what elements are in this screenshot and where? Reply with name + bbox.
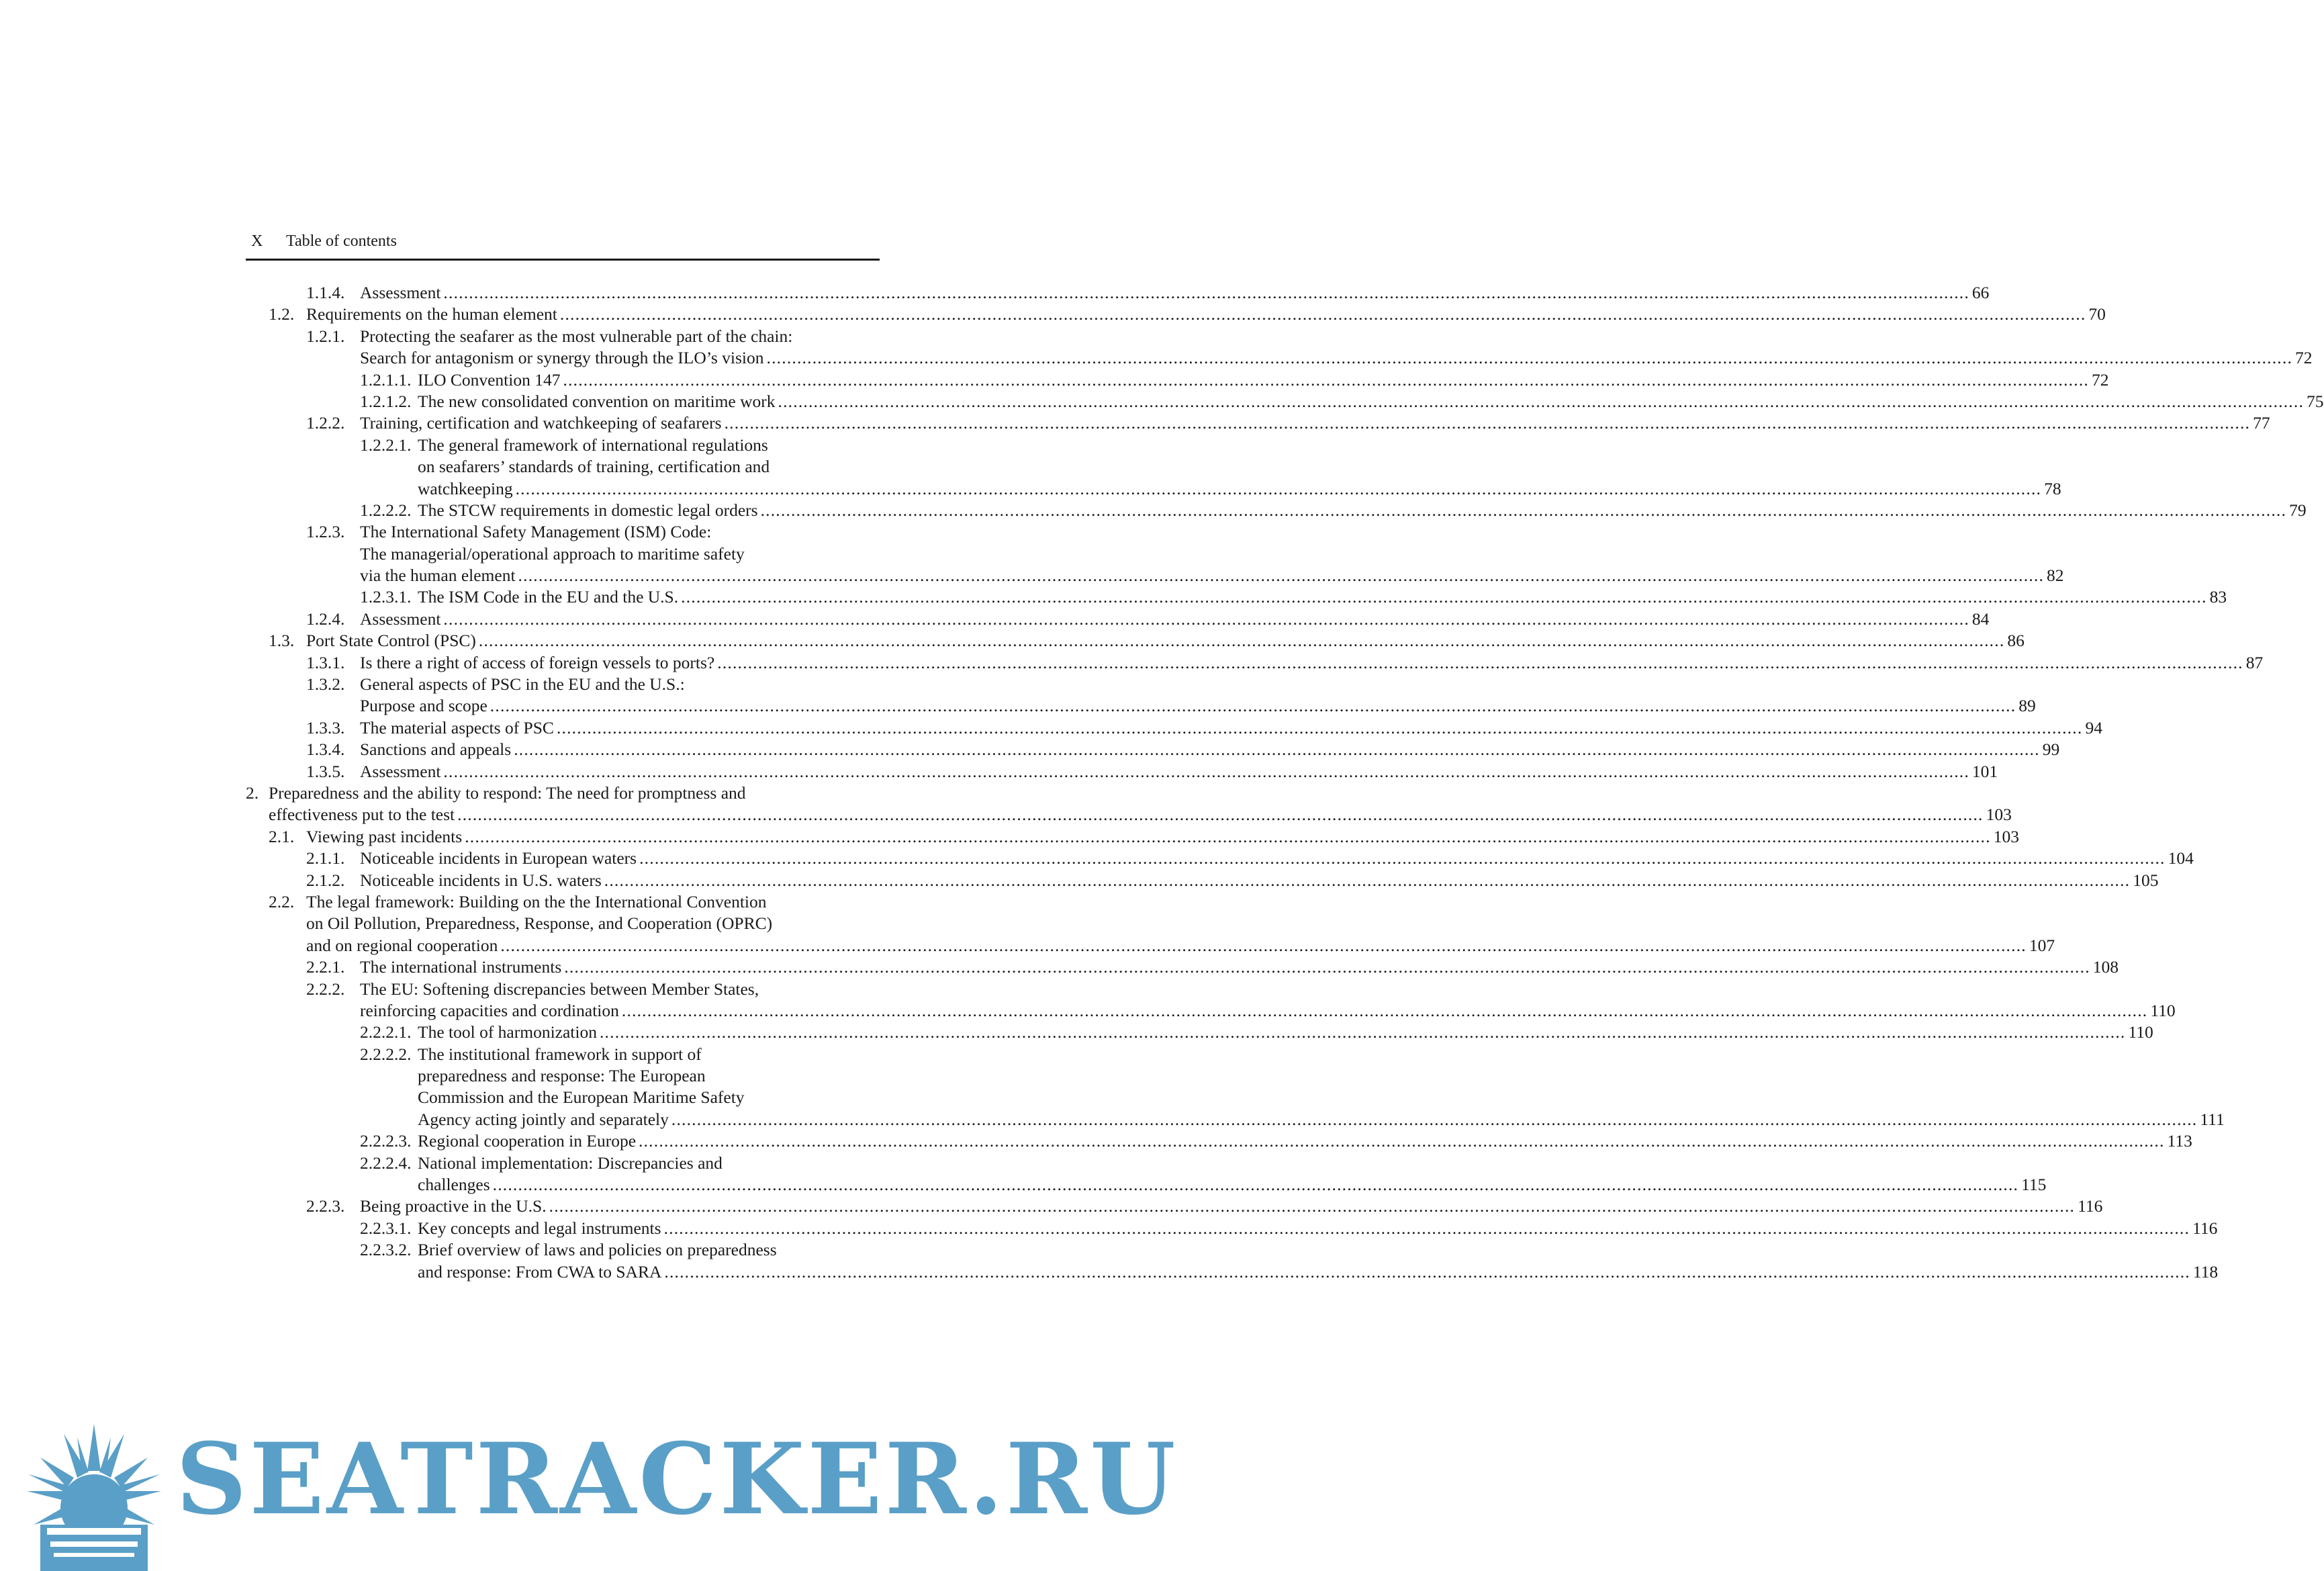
toc-entry-page: 99 <box>2042 739 2060 760</box>
dot-leader: ............................................................................................................................................................................................................................................................................................................ <box>564 957 2090 977</box>
toc-entry-number: 1.3. <box>269 631 295 651</box>
toc-entry-page: 116 <box>2078 1196 2103 1216</box>
toc-entry-title: General aspects of PSC in the EU and the U.S.: <box>360 674 685 694</box>
running-header <box>246 226 880 261</box>
toc-entry-page: 101 <box>1971 761 1998 781</box>
toc-entry-page: 79 <box>2289 500 2307 520</box>
toc-entry-title: Key concepts and legal instruments <box>418 1218 661 1238</box>
toc-entry-title: Assessment <box>360 283 441 302</box>
dot-leader: ............................................................................................................................................................................................................................................................................................................ <box>664 1261 2190 1282</box>
toc-entry <box>246 979 877 1000</box>
dot-leader: ............................................................................................................................................................................................................................................................................................................ <box>443 609 1969 629</box>
toc-entry-page: 107 <box>2029 935 2055 955</box>
toc-entry-title: Noticeable incidents in European waters <box>360 848 637 868</box>
toc-entry <box>246 630 2025 652</box>
toc-entry-page: 103 <box>1993 826 2019 846</box>
toc-entry-number: 2.2.2.2. <box>360 1044 412 1064</box>
toc-entry-page: 94 <box>2085 717 2102 737</box>
toc-entry-number: 1.2.1. <box>306 326 345 346</box>
toc-entry-number: 1.3.4. <box>306 739 345 760</box>
toc-entry-page: 84 <box>1971 609 1990 629</box>
toc-entry-page: 103 <box>1986 805 2012 825</box>
dot-leader: ............................................................................................................................................................................................................................................................................................................ <box>490 696 2016 716</box>
toc-entry-title: Port State Control (PSC) <box>306 631 476 651</box>
dot-leader: ............................................................................................................................................................................................................................................................................................................ <box>681 587 2207 607</box>
toc-entry-number: 1.3.5. <box>306 761 345 781</box>
toc-entry-page: 110 <box>2150 1000 2176 1020</box>
toc-entry-title: Agency acting jointly and separately <box>418 1109 669 1129</box>
toc-entry-title: The EU: Softening discrepancies between Member States, <box>360 979 759 999</box>
toc-entry-page: 116 <box>2192 1218 2218 1238</box>
dot-leader: ............................................................................................................................................................................................................................................................................................................ <box>639 848 2166 868</box>
toc-entry-page: 105 <box>2133 870 2159 890</box>
toc-entry-title: and on regional cooperation <box>306 935 498 955</box>
toc-entry <box>246 1000 2176 1022</box>
toc-entry <box>246 543 877 565</box>
toc-entry-number: 1.2.1.2. <box>360 391 412 411</box>
toc-entry-page: 77 <box>2253 413 2270 433</box>
toc-entry-title: Noticeable incidents in U.S. waters <box>360 870 602 890</box>
dot-leader: ............................................................................................................................................................................................................................................................................................................ <box>556 717 2083 737</box>
toc-entry <box>246 565 2064 586</box>
toc-entry-page: 66 <box>1971 283 1990 302</box>
toc-entry-number: 2.2.2.3. <box>360 1131 412 1151</box>
toc-entry-page: 86 <box>2007 631 2025 651</box>
dot-leader: ............................................................................................................................................................................................................................................................................................................ <box>559 304 2086 324</box>
toc-entry-title: The institutional framework in support of <box>418 1044 702 1064</box>
toc-entry-number: 1.2.2. <box>306 413 345 433</box>
toc-entry-title: Preparedness and the ability to respond: The need for promptness and <box>269 782 746 803</box>
dot-leader: ............................................................................................................................................................................................................................................................................................................ <box>443 761 1969 781</box>
toc-entry <box>246 1022 2153 1043</box>
dot-leader: ............................................................................................................................................................................................................................................................................................................ <box>443 283 1969 302</box>
toc-entry-title: Being proactive in the U.S. <box>360 1196 547 1216</box>
toc-entry <box>246 826 2019 848</box>
dot-leader: ............................................................................................................................................................................................................................................................................................................ <box>724 413 2251 433</box>
toc-entry-number: 1.3.1. <box>306 652 345 672</box>
toc-entry <box>246 870 2159 891</box>
toc-entry-number: 2.2.3. <box>306 1196 345 1216</box>
dot-leader: ............................................................................................................................................................................................................................................................................................................ <box>514 739 2040 760</box>
dot-leader: ............................................................................................................................................................................................................................................................................................................ <box>766 348 2293 368</box>
toc-entry-page: 78 <box>2044 478 2061 498</box>
toc-entry <box>246 304 2106 325</box>
dot-leader: ............................................................................................................................................................................................................................................................................................................ <box>717 652 2243 672</box>
toc-entry <box>246 586 2227 608</box>
toc-entry-title: Sanctions and appeals <box>360 739 512 760</box>
toc-entry <box>246 369 2109 391</box>
toc-entry-number: 1.2.3. <box>306 522 345 542</box>
toc-entry-number: 2.1.2. <box>306 870 345 890</box>
toc-entry <box>246 935 2055 956</box>
toc-entry-page: 75 <box>2307 391 2324 411</box>
toc-entry-page: 104 <box>2168 848 2194 868</box>
toc-entry <box>246 1261 2219 1283</box>
sun-icon <box>13 1410 175 1571</box>
dot-leader: ............................................................................................................................................................................................................................................................................................................ <box>515 478 2042 498</box>
toc-entry <box>246 1218 2218 1239</box>
toc-entry <box>246 391 2324 412</box>
toc-entry-title: Requirements on the human element <box>306 304 557 324</box>
toc-entry <box>246 412 2270 434</box>
toc-entry-number: 1.3.2. <box>306 674 345 694</box>
toc-entry-title: and response: From CWA to SARA <box>418 1261 662 1282</box>
dot-leader: ............................................................................................................................................................................................................................................................................................................ <box>492 1175 2019 1195</box>
toc-entry-title: The International Safety Management (ISM) Code: <box>360 522 712 542</box>
toc-entry-title: Regional cooperation in Europe <box>418 1131 637 1151</box>
dot-leader: ............................................................................................................................................................................................................................................................................................................ <box>518 566 2045 586</box>
toc-entry-number: 2.2.2. <box>306 979 345 999</box>
toc-entry-title: watchkeeping <box>418 478 513 498</box>
toc-entry <box>246 1109 2225 1130</box>
toc-entry-title: on Oil Pollution, Preparedness, Response, and Cooperation (OPRC) <box>306 913 773 934</box>
toc-entry-number: 2.2.1. <box>306 957 345 977</box>
toc-entry <box>246 456 877 478</box>
toc-entry <box>246 1065 877 1087</box>
toc-entry-number: 1.2.2.2. <box>360 500 412 520</box>
toc-entry-number: 2.2.2.1. <box>360 1022 412 1042</box>
table-of-contents <box>246 282 2324 1283</box>
dot-leader: ............................................................................................................................................................................................................................................................................................................ <box>639 1131 2165 1151</box>
watermark-text: SEATRACKER.RU <box>176 1422 1178 1537</box>
toc-entry <box>246 1174 2047 1196</box>
toc-entry-title: Purpose and scope <box>360 696 487 716</box>
dot-leader: ............................................................................................................................................................................................................................................................................................................ <box>778 391 2305 411</box>
dot-leader: ............................................................................................................................................................................................................................................................................................................ <box>457 805 1984 825</box>
toc-entry-page: 83 <box>2209 587 2227 607</box>
toc-entry <box>246 1153 877 1174</box>
toc-entry <box>246 500 2307 521</box>
toc-entry-page: 82 <box>2047 566 2064 586</box>
toc-entry-page: 115 <box>2021 1175 2047 1195</box>
toc-entry <box>246 913 877 934</box>
toc-entry-title: National implementation: Discrepancies and <box>418 1153 723 1173</box>
toc-entry-page: 118 <box>2192 1261 2219 1282</box>
toc-entry <box>246 652 2264 674</box>
dot-leader: ............................................................................................................................................................................................................................................................................................................ <box>671 1109 2198 1129</box>
toc-entry-title: challenges <box>418 1175 490 1195</box>
toc-entry-title: reinforcing capacities and cordination <box>360 1000 619 1020</box>
toc-entry-number: 2.1.1. <box>306 848 345 868</box>
toc-entry <box>246 326 877 347</box>
toc-entry-title: The new consolidated convention on maritime work <box>418 391 776 411</box>
toc-entry-page: 113 <box>2167 1131 2192 1151</box>
toc-entry-title: Protecting the seafarer as the most vulnerable part of the chain: <box>360 326 793 346</box>
toc-entry <box>246 674 877 695</box>
toc-entry-title: on seafarers’ standards of training, certification and <box>418 457 770 477</box>
toc-entry-title: The managerial/operational approach to maritime safety <box>360 543 745 564</box>
dot-leader: ............................................................................................................................................................................................................................................................................................................ <box>563 369 2089 390</box>
toc-entry-title: preparedness and response: The European <box>418 1066 706 1086</box>
toc-entry <box>246 435 877 456</box>
toc-entry-title: ILO Convention 147 <box>418 369 561 390</box>
toc-entry <box>246 761 1998 782</box>
toc-entry-number: 2. <box>246 782 259 803</box>
toc-entry-title: Brief overview of laws and policies on preparedness <box>418 1240 777 1260</box>
toc-entry <box>246 956 2119 978</box>
toc-entry-number: 2.2. <box>269 891 295 911</box>
dot-leader: ............................................................................................................................................................................................................................................................................................................ <box>500 935 2027 955</box>
toc-entry <box>246 521 877 543</box>
toc-entry <box>246 1087 877 1108</box>
toc-entry <box>246 1044 877 1065</box>
toc-entry-number: 1.2.1.1. <box>360 369 412 390</box>
toc-entry-title: Commission and the European Maritime Safety <box>418 1087 745 1108</box>
page-number: X <box>251 232 263 250</box>
toc-entry-title: Viewing past incidents <box>306 826 463 846</box>
toc-entry <box>246 609 1990 630</box>
toc-entry <box>246 1239 877 1261</box>
toc-entry-number: 1.2.3.1. <box>360 587 412 607</box>
toc-entry-title: The legal framework: Building on the the International Convention <box>306 891 767 911</box>
toc-entry <box>246 347 2313 369</box>
toc-entry-page: 111 <box>2200 1109 2225 1129</box>
toc-entry-title: effectiveness put to the test <box>269 805 455 825</box>
toc-entry-page: 70 <box>2088 304 2106 324</box>
toc-entry <box>246 695 2036 717</box>
toc-entry-title: The ISM Code in the EU and the U.S. <box>418 587 679 607</box>
dot-leader: ............................................................................................................................................................................................................................................................................................................ <box>760 500 2287 520</box>
toc-entry-number: 2.2.3.2. <box>360 1240 412 1260</box>
toc-entry-number: 1.1.4. <box>306 283 345 302</box>
toc-entry-number: 1.2.2.1. <box>360 435 412 455</box>
toc-entry-title: The general framework of international regulations <box>418 435 768 455</box>
toc-entry-page: 72 <box>2091 369 2109 390</box>
toc-entry-page: 89 <box>2018 696 2036 716</box>
toc-entry-title: The international instruments <box>360 957 562 977</box>
watermark <box>0 1410 1178 1571</box>
toc-entry <box>246 478 2061 500</box>
toc-entry <box>246 717 2102 739</box>
toc-entry-number: 2.2.3.1. <box>360 1218 412 1238</box>
toc-entry-title: Assessment <box>360 761 441 781</box>
dot-leader: ............................................................................................................................................................................................................................................................................................................ <box>599 1022 2126 1042</box>
toc-entry <box>246 739 2060 760</box>
toc-entry-number: 1.2. <box>269 304 295 324</box>
dot-leader: ............................................................................................................................................................................................................................................................................................................ <box>663 1218 2190 1238</box>
toc-entry-page: 87 <box>2245 652 2264 672</box>
toc-entry <box>246 1130 2192 1152</box>
toc-entry-title: via the human element <box>360 566 516 586</box>
dot-leader: ............................................................................................................................................................................................................................................................................................................ <box>621 1000 2148 1020</box>
toc-entry <box>246 891 877 913</box>
dot-leader: ............................................................................................................................................................................................................................................................................................................ <box>465 826 1991 846</box>
toc-entry-page: 110 <box>2128 1022 2153 1042</box>
toc-entry-number: 2.2.2.4. <box>360 1153 412 1173</box>
running-title: Table of contents <box>286 232 397 250</box>
toc-entry-number: 1.2.4. <box>306 609 345 629</box>
dot-leader: ............................................................................................................................................................................................................................................................................................................ <box>549 1196 2076 1216</box>
toc-entry <box>246 782 877 804</box>
dot-leader: ............................................................................................................................................................................................................................................................................................................ <box>604 870 2131 890</box>
toc-entry-title: Assessment <box>360 609 441 629</box>
toc-entry-page: 108 <box>2092 957 2119 977</box>
toc-entry-title: The STCW requirements in domestic legal orders <box>418 500 758 520</box>
dot-leader: ............................................................................................................................................................................................................................................................................................................ <box>478 631 2005 651</box>
toc-entry-title: The material aspects of PSC <box>360 717 554 737</box>
toc-entry-title: Search for antagonism or synergy through the ILO’s vision <box>360 348 764 368</box>
toc-entry-number: 2.1. <box>269 826 295 846</box>
toc-entry-page: 72 <box>2295 348 2313 368</box>
toc-entry <box>246 1196 2103 1217</box>
toc-entry <box>246 804 2012 825</box>
toc-entry <box>246 848 2194 869</box>
toc-entry-title: Is there a right of access of foreign vessels to ports? <box>360 652 715 672</box>
toc-entry-number: 1.3.3. <box>306 717 345 737</box>
toc-entry-title: The tool of harmonization <box>418 1022 597 1042</box>
toc-entry-title: Training, certification and watchkeeping of seafarers <box>360 413 722 433</box>
toc-entry <box>246 282 1990 304</box>
